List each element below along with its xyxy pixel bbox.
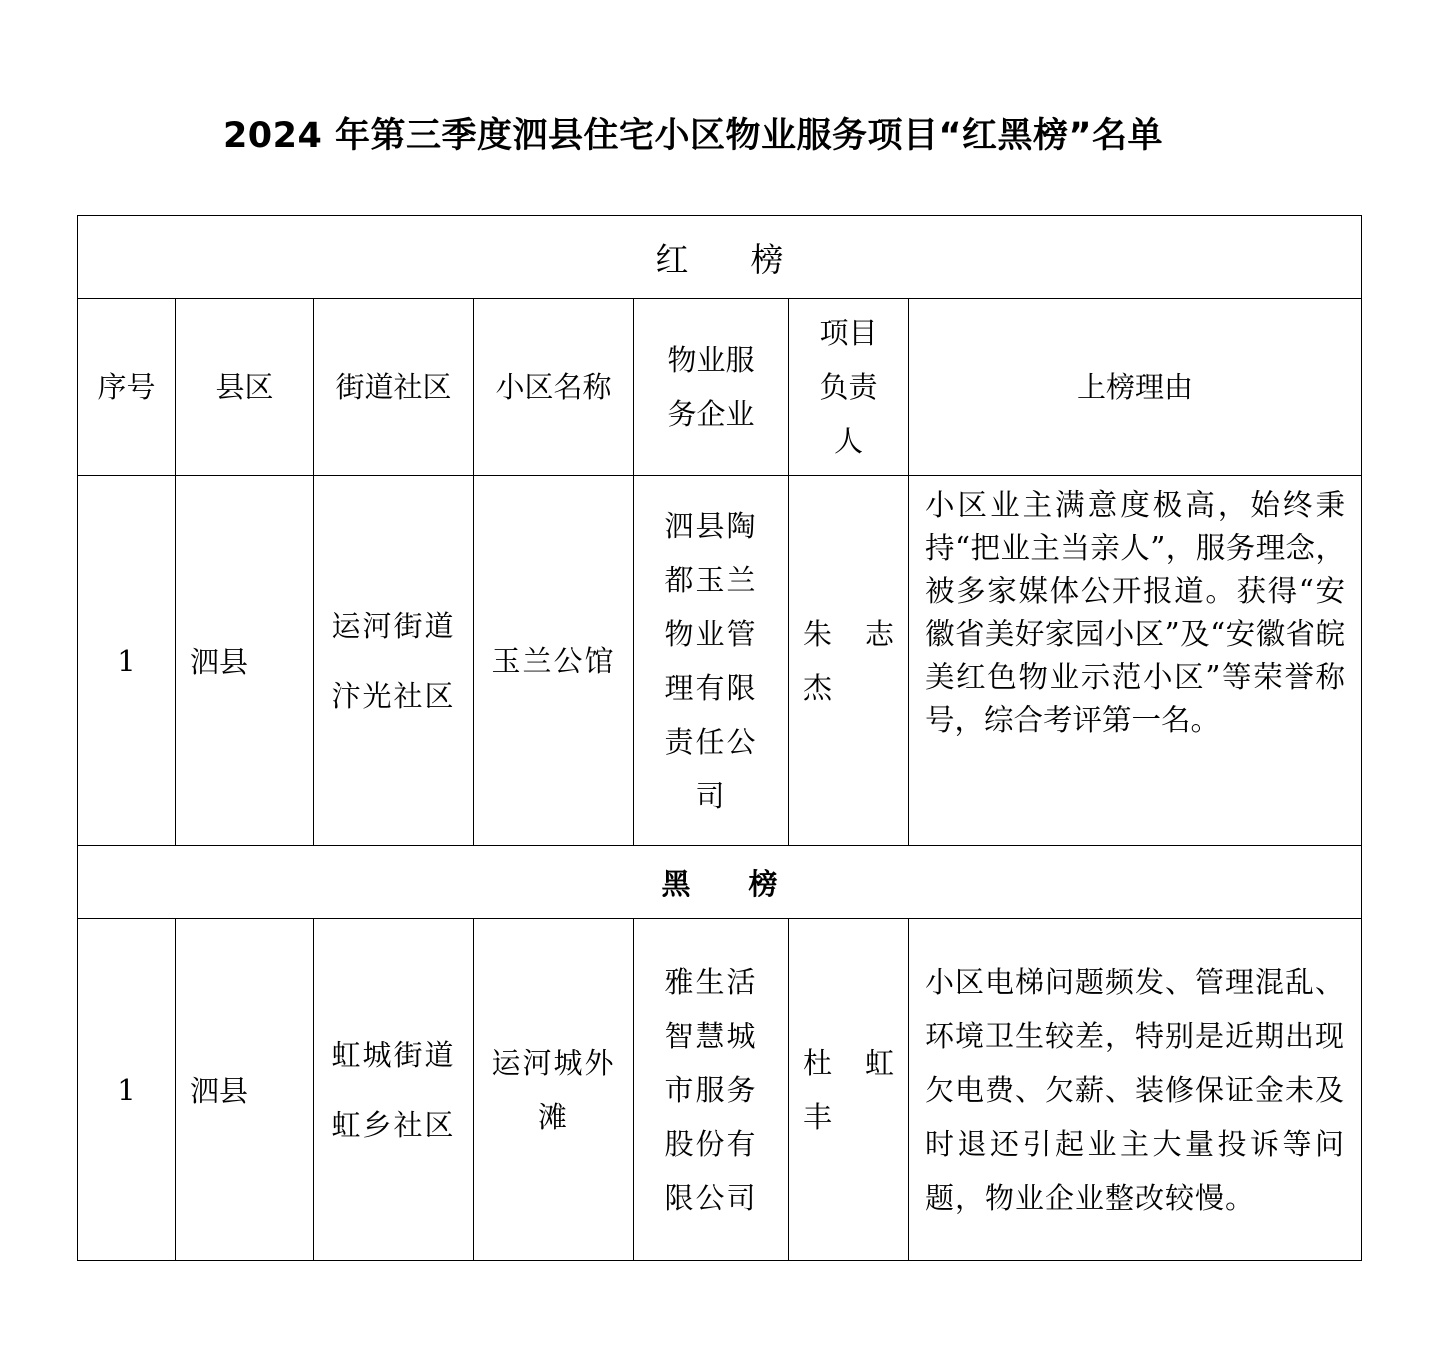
black-person-char: 丰: [803, 1099, 833, 1134]
red-list-section-row: [78, 216, 1362, 299]
black-person-char: 杜: [803, 1045, 833, 1080]
black-community-cell: [474, 919, 634, 1261]
red-list-heading: 红榜: [78, 216, 1362, 299]
red-enterprise-cell: [634, 476, 789, 846]
red-community-cell: [474, 476, 634, 846]
black-community-line: 运河城外: [491, 1045, 616, 1080]
red-seq-cell: 1: [78, 476, 176, 846]
red-enterprise-line: 理有限: [664, 670, 758, 705]
black-enterprise-line: 股份有: [664, 1126, 758, 1161]
red-person-char: 志: [864, 616, 894, 651]
black-enterprise-line: 限公司: [664, 1180, 758, 1215]
red-enterprise-line: 物业管: [664, 616, 758, 651]
black-enterprise-line: 市服务: [664, 1072, 758, 1107]
header-street: 街道社区: [314, 299, 474, 476]
header-enterprise-line: 物业服: [667, 343, 755, 377]
black-person-cell: [789, 919, 909, 1261]
red-enterprise-line: 司: [695, 778, 727, 813]
header-county: 县区: [176, 299, 314, 476]
red-person-char: 朱: [803, 616, 833, 651]
header-seq: 序号: [78, 299, 176, 476]
black-street-cell: [314, 919, 474, 1261]
red-street-line: 运河街道: [331, 608, 456, 643]
black-person-char: 虹: [864, 1045, 894, 1080]
red-enterprise-line: 责任公: [664, 724, 758, 759]
page-title: 2024 年第三季度泗县住宅小区物业服务项目“红黑榜”名单: [222, 116, 1164, 156]
header-person: [789, 299, 909, 476]
black-reason-cell: 小区电梯问题频发、管理混乱、环境卫生较差，特别是近期出现欠电费、欠薪、装修保证金未及时退还引起业主大量投诉等问题，物业企业整改较慢。: [909, 919, 1362, 1261]
header-community: 小区名称: [474, 299, 634, 476]
table-header-row: [78, 299, 1362, 476]
header-reason: 上榜理由: [909, 299, 1362, 476]
red-table-row: [78, 476, 1362, 846]
header-enterprise: [634, 299, 789, 476]
red-black-list-table: [77, 215, 1362, 1261]
black-list-section-row: [78, 846, 1362, 919]
black-table-row: [78, 919, 1362, 1261]
header-person-line: 项目: [819, 316, 878, 350]
black-county-cell: 泗县: [176, 919, 314, 1261]
black-community-line: 滩: [537, 1099, 569, 1134]
header-person-line: 负责: [819, 370, 878, 404]
black-street-line: 虹乡社区: [331, 1107, 456, 1142]
black-street-line: 虹城街道: [331, 1037, 456, 1072]
black-enterprise-line: 雅生活: [664, 964, 758, 999]
black-seq-cell: 1: [78, 919, 176, 1261]
black-enterprise-cell: [634, 919, 789, 1261]
black-enterprise-line: 智慧城: [664, 1018, 758, 1053]
red-enterprise-line: 泗县陶: [664, 508, 758, 543]
red-county-cell: 泗县: [176, 476, 314, 846]
red-community-line: 玉兰公馆: [491, 643, 616, 678]
red-reason-cell: 小区业主满意度极高，始终秉持“把业主当亲人”，服务理念，被多家媒体公开报道。获得“安徽省美好家园小区”及“安徽省皖美红色物业示范小区”等荣誉称号，综合考评第一名。: [909, 476, 1362, 846]
header-person-line: 人: [833, 424, 863, 458]
red-person-char: 杰: [803, 670, 833, 705]
black-list-heading: 黑榜: [78, 846, 1362, 919]
red-enterprise-line: 都玉兰: [664, 562, 758, 597]
red-person-cell: [789, 476, 909, 846]
red-street-cell: [314, 476, 474, 846]
red-street-line: 汴光社区: [331, 678, 456, 713]
header-enterprise-line: 务企业: [667, 397, 755, 431]
